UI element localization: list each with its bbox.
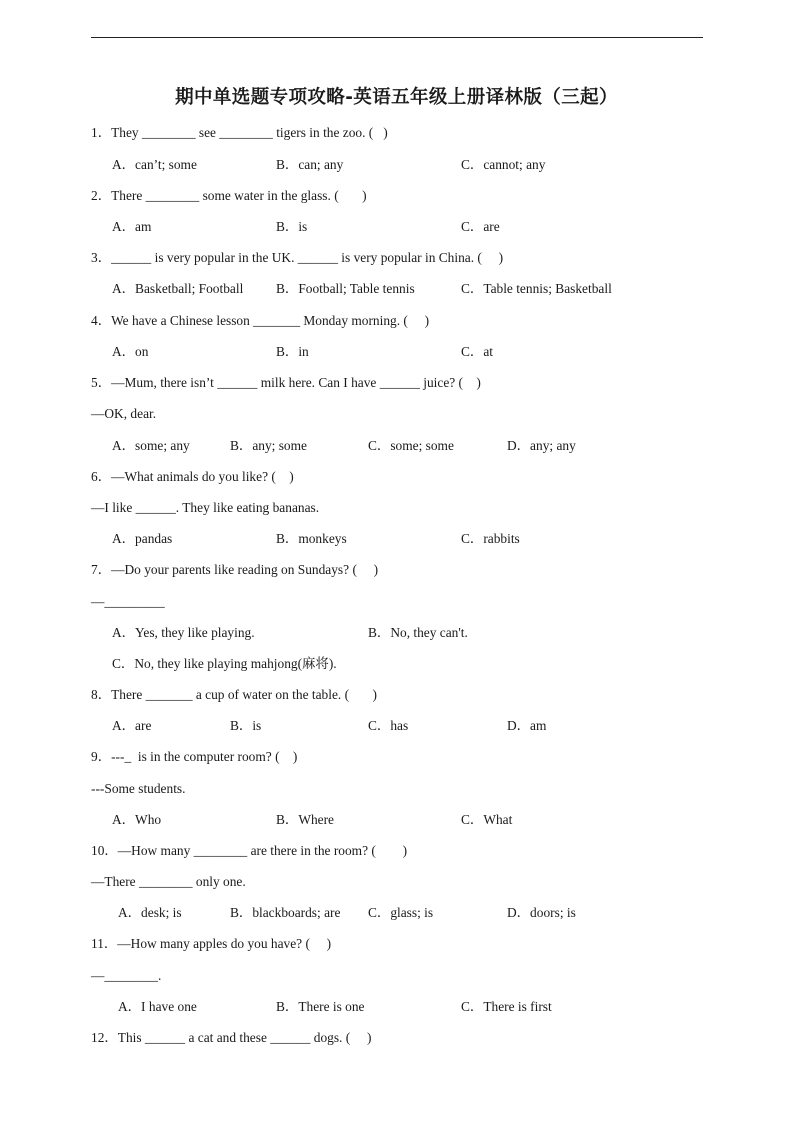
answer-option[interactable]: A．can’t; some — [112, 157, 197, 172]
question-stem: 1．They ________ see ________ tigers in the zoo. ( ) — [91, 125, 388, 140]
answer-option[interactable]: A．are — [112, 718, 152, 733]
answer-option[interactable]: A．pandas — [112, 531, 173, 546]
question-stem: 10．—How many ________ are there in the room? ( ) — [91, 843, 408, 858]
answer-option[interactable]: B．No, they can't. — [368, 625, 468, 640]
question-dialogue-line: —There ________ only one. — [91, 874, 246, 889]
answer-option[interactable]: B．is — [230, 718, 262, 733]
answer-option[interactable]: C．cannot; any — [461, 157, 546, 172]
header-rule — [91, 37, 703, 38]
answer-option[interactable]: B．any; some — [230, 438, 307, 453]
question-stem: 4．We have a Chinese lesson _______ Monday morning. ( ) — [91, 313, 430, 328]
answer-option[interactable]: C．What — [461, 812, 513, 827]
answer-option[interactable]: B．blackboards; are — [230, 905, 341, 920]
question-dialogue-line: —_________ — [91, 594, 165, 609]
answer-option[interactable]: B．Football; Table tennis — [276, 281, 415, 296]
answer-option[interactable]: C．some; some — [368, 438, 454, 453]
answer-option[interactable]: B．can; any — [276, 157, 344, 172]
question-stem: 3．______ is very popular in the UK. ______ is very popular in China. ( ) — [91, 250, 504, 265]
answer-option[interactable]: D．doors; is — [507, 905, 576, 920]
answer-option[interactable]: B．monkeys — [276, 531, 347, 546]
answer-option[interactable]: A．on — [112, 344, 149, 359]
answer-option[interactable]: A．Yes, they like playing. — [112, 625, 255, 640]
question-stem: 11．—How many apples do you have? ( ) — [91, 936, 332, 951]
question-stem: 8．There _______ a cup of water on the table. ( ) — [91, 687, 377, 702]
answer-option[interactable]: B．Where — [276, 812, 335, 827]
question-dialogue-line: —OK, dear. — [91, 406, 157, 421]
answer-option[interactable]: A．I have one — [118, 999, 197, 1014]
answer-option[interactable]: B．in — [276, 344, 309, 359]
answer-option[interactable]: A．desk; is — [118, 905, 182, 920]
answer-option[interactable]: D．am — [507, 718, 547, 733]
question-stem: 9．---_ is in the computer room? ( ) — [91, 749, 298, 764]
question-stem: 7．—Do your parents like reading on Sundays? ( ) — [91, 562, 379, 577]
answer-option[interactable]: C．No, they like playing mahjong(麻将). — [112, 656, 337, 671]
question-stem: 12．This ______ a cat and these ______ dogs. ( ) — [91, 1030, 372, 1045]
answer-option[interactable]: C．glass; is — [368, 905, 434, 920]
answer-option[interactable]: C．are — [461, 219, 500, 234]
answer-option[interactable]: B．There is one — [276, 999, 365, 1014]
answer-option[interactable]: C．Table tennis; Basketball — [461, 281, 612, 296]
answer-option[interactable]: C．There is first — [461, 999, 552, 1014]
answer-option[interactable]: A．some; any — [112, 438, 190, 453]
answer-option[interactable]: D．any; any — [507, 438, 576, 453]
answer-option[interactable]: C．has — [368, 718, 409, 733]
answer-option[interactable]: A．Basketball; Football — [112, 281, 244, 296]
question-dialogue-line: ---Some students. — [91, 781, 186, 796]
question-stem: 2．There ________ some water in the glass. ( ) — [91, 188, 367, 203]
answer-option[interactable]: B．is — [276, 219, 308, 234]
question-stem: 5．—Mum, there isn’t ______ milk here. Can I have ______ juice? ( ) — [91, 375, 481, 390]
answer-option[interactable]: A．am — [112, 219, 152, 234]
page-title: 期中单选题专项攻略-英语五年级上册译林版（三起） — [175, 87, 618, 108]
answer-option[interactable]: C．rabbits — [461, 531, 520, 546]
question-dialogue-line: —I like ______. They like eating bananas. — [91, 500, 320, 515]
question-stem: 6．—What animals do you like? ( ) — [91, 469, 294, 484]
question-dialogue-line: —________. — [91, 968, 162, 983]
answer-option[interactable]: C．at — [461, 344, 493, 359]
answer-option[interactable]: A．Who — [112, 812, 162, 827]
